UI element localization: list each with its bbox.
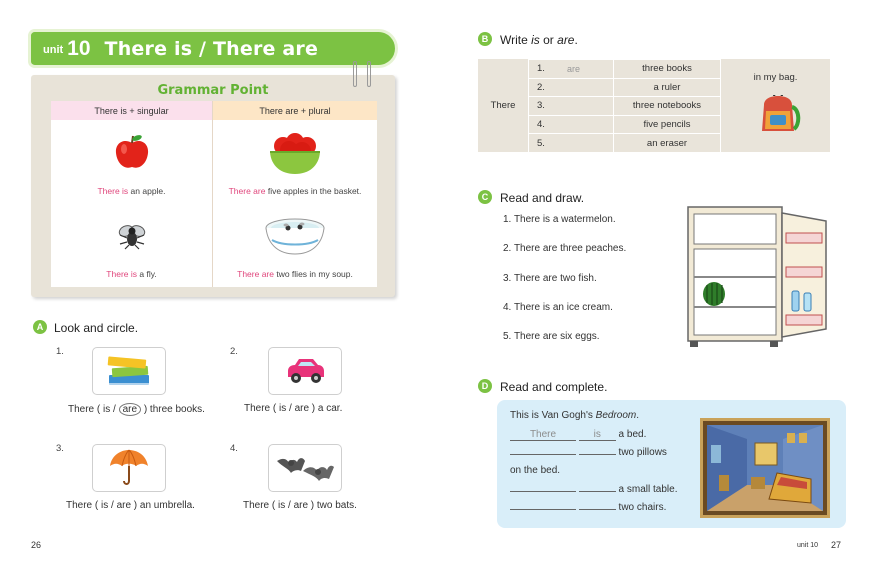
draw-item: 2. There are three peaches.: [503, 243, 627, 254]
section-a-badge: A: [33, 320, 47, 334]
row-number: 4.: [537, 119, 545, 131]
intro-text: This is Van Gogh's: [510, 410, 596, 421]
example-highlight: There is: [106, 269, 138, 279]
grammar-example: [213, 120, 377, 204]
row-number: 3.: [537, 100, 545, 112]
example-highlight: There is: [97, 185, 129, 196]
section-d-badge: D: [478, 379, 492, 393]
grammar-header-singular: There is + singular: [51, 101, 213, 120]
table-row: [528, 96, 720, 115]
title-text: .: [574, 33, 578, 47]
title-italic: is: [531, 33, 540, 47]
unit-label-right: unit 10: [797, 542, 819, 549]
intro-line: [510, 410, 639, 421]
intro-text: .: [636, 410, 640, 421]
section-d-title: Read and complete.: [500, 380, 608, 394]
sentence-1: [68, 403, 205, 416]
row-number: 2.: [537, 81, 545, 93]
sentence-4: There ( is / are ) two bats.: [243, 500, 357, 511]
painting-frame: [700, 418, 830, 518]
answer-blank[interactable]: [510, 454, 576, 455]
grammar-example: [51, 120, 213, 204]
title-text: Write: [500, 33, 532, 47]
grammar-header-plural: There are + plural: [213, 101, 377, 120]
row-object: a ruler: [613, 79, 720, 97]
grammar-table: [51, 101, 377, 287]
complete-line: [510, 502, 666, 513]
soup-bowl-icon: [264, 216, 326, 256]
example-text: five apples in the basket.: [265, 185, 362, 196]
item-number: 2.: [230, 346, 238, 357]
item-number: 4.: [230, 443, 238, 454]
answer-blank[interactable]: [579, 491, 616, 492]
unit-title: There is / There are: [104, 37, 319, 60]
table-row: [528, 115, 720, 134]
section-b-badge: B: [478, 32, 492, 46]
row-object: three notebooks: [613, 97, 720, 115]
apple-basket-icon: [267, 130, 323, 176]
picture-box: [268, 444, 342, 492]
section-a-title: Look and circle.: [54, 321, 139, 335]
complete-line: [510, 429, 646, 441]
line-text: a bed.: [615, 429, 647, 440]
unit-banner: [31, 32, 395, 65]
row-object: an eraser: [613, 134, 720, 152]
fly-icon: [117, 222, 147, 250]
item-number: 1.: [56, 346, 64, 357]
example-blank-2[interactable]: is: [579, 429, 616, 441]
draw-item: 1. There is a watermelon.: [503, 214, 616, 225]
row-object: three books: [613, 60, 720, 78]
draw-item: 3. There are two fish.: [503, 273, 597, 284]
continuation-line: on the bed.: [510, 465, 561, 476]
table-row: [528, 78, 720, 97]
picture-box: [92, 444, 166, 492]
sentence-2: There ( is / are ) a car.: [244, 403, 343, 414]
answer-blank[interactable]: [579, 509, 616, 510]
circled-answer[interactable]: are: [119, 403, 141, 416]
grammar-title: Grammar Point: [157, 83, 269, 98]
picture-box: [268, 347, 342, 395]
reading-box: [497, 400, 846, 528]
draw-item: 5. There are six eggs.: [503, 331, 600, 342]
table-row: [528, 59, 720, 78]
row-object: five pencils: [613, 116, 720, 134]
section-b-table: [478, 59, 830, 152]
location-cell: [720, 59, 830, 152]
answer-field[interactable]: are: [567, 63, 581, 74]
there-cell: There: [490, 100, 516, 111]
answer-blank[interactable]: [510, 509, 576, 510]
apple-icon: [112, 134, 152, 172]
sentence-text: ) three books.: [143, 404, 205, 415]
sentence-3: There ( is / are ) an umbrella.: [66, 500, 195, 511]
grammar-example: [213, 204, 377, 288]
bats-icon: [275, 449, 335, 487]
answer-blank[interactable]: [510, 491, 576, 492]
backpack-icon: [756, 95, 802, 135]
row-number: 1.: [537, 63, 545, 75]
page-number-left: 26: [31, 540, 42, 550]
picture-box: [92, 347, 166, 395]
line-text: a small table.: [615, 484, 678, 495]
unit-word: unit: [43, 44, 64, 56]
title-text: or: [539, 33, 558, 47]
line-text: two chairs.: [615, 502, 667, 513]
page-number-right: 27: [831, 540, 842, 550]
answer-blank[interactable]: [579, 454, 616, 455]
refrigerator-icon[interactable]: [686, 205, 834, 351]
umbrella-icon: [107, 449, 151, 487]
example-highlight: There are: [237, 269, 274, 279]
car-icon: [283, 355, 327, 387]
draw-item: 4. There is an ice cream.: [503, 302, 613, 313]
line-text: two pillows: [615, 447, 667, 458]
example-highlight: There are: [228, 185, 266, 196]
books-icon: [104, 353, 154, 389]
row-number: 5.: [537, 137, 545, 149]
grammar-example: [51, 204, 213, 288]
complete-line: [510, 484, 677, 495]
title-italic: are: [557, 33, 575, 47]
example-text: two flies in my soup.: [273, 269, 353, 279]
table-row: [528, 133, 720, 152]
painting-title: Bedroom: [595, 410, 637, 421]
item-number: 3.: [56, 443, 64, 454]
example-text: a fly.: [137, 269, 157, 279]
example-blank-1[interactable]: There: [510, 429, 576, 441]
section-c-title: Read and draw.: [500, 191, 585, 205]
sentence-text: There ( is /: [68, 404, 116, 415]
section-c-badge: C: [478, 190, 492, 204]
unit-number: 10: [67, 36, 91, 60]
complete-line: [510, 447, 667, 458]
bedroom-painting-icon: [707, 425, 823, 511]
example-text: an apple.: [128, 185, 166, 196]
section-b-title: [500, 33, 578, 47]
location-text: in my bag.: [753, 72, 798, 83]
grammar-point-box: [31, 75, 395, 297]
